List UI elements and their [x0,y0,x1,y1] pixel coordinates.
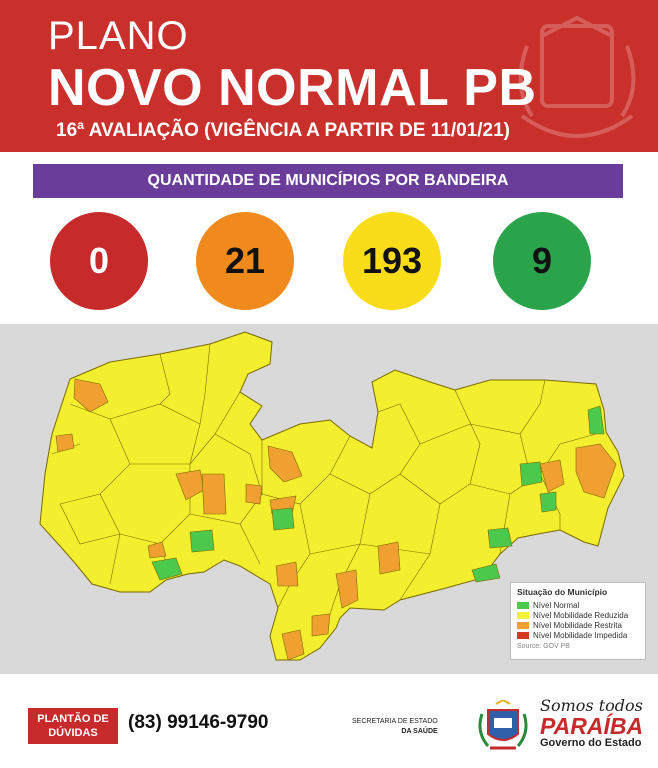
header [0,0,658,152]
secretaria-label [352,718,438,735]
count-yellow-flag: 193 [343,212,441,310]
slogan-line-2: PARAÍBA [540,713,644,739]
state-crest-icon [474,700,532,756]
slogan-line-1: Somos todos [540,696,643,715]
help-line-1: PLANTÃO DE [37,713,109,725]
count-red-flag: 0 [50,212,148,310]
legend-label: Nível Mobilidade Reduzida [533,610,629,620]
state-slogan [540,696,650,749]
legend-label: Nível Normal [533,600,580,610]
counts-banner: QUANTIDADE DE MUNICÍPIOS POR BANDEIRA [33,164,623,198]
plan-word: PLANO [48,14,189,58]
secretaria-line-2: DA SAÚDE [401,728,438,735]
map-legend [510,582,646,660]
phone-number[interactable]: (83) 99146-9790 [128,712,269,733]
count-orange-flag: 21 [196,212,294,310]
help-line-button[interactable] [28,708,118,744]
legend-title: Situação do Município [517,587,608,597]
slogan-line-3: Governo do Estado [540,737,642,749]
page-title: NOVO NORMAL PB [48,59,537,117]
page-subtitle: 16ª AVALIAÇÃO (VIGÊNCIA A PARTIR DE 11/01/21) [56,120,510,141]
secretaria-line-1: SECRETARIA DE ESTADO [352,718,438,725]
count-green-flag: 9 [493,212,591,310]
legend-swatch-impedida [517,632,529,639]
legend-swatch-reduzida [517,612,529,619]
legend-label: Nível Mobilidade Restrita [533,620,622,630]
legend-item [517,610,639,620]
legend-item [517,620,639,630]
legend-label: Nível Mobilidade Impedida [533,630,628,640]
legend-swatch-restrita [517,622,529,629]
legend-item [517,630,639,640]
legend-swatch-normal [517,602,529,609]
legend-item [517,600,639,610]
help-line-2: DÚVIDAS [48,727,98,739]
legend-source: Source: GOV PB [517,643,570,650]
